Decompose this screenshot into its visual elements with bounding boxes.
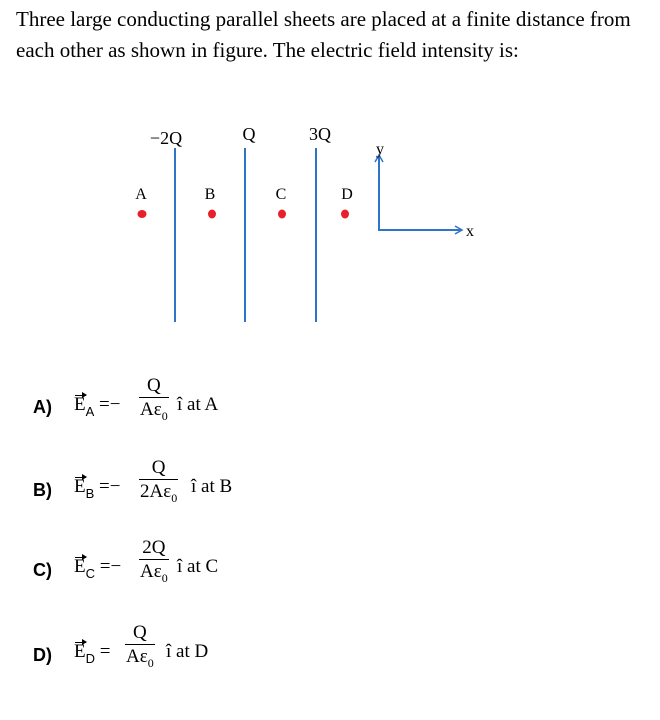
option-lhs: $E_B$ =− [74,476,121,501]
option-fraction: Q $2A\varepsilon_0$ [140,457,178,505]
point-d-dot [341,210,349,219]
sheet-2-charge: Q [242,124,256,144]
option-unit: î at A [177,394,219,415]
question-text: Three large conducting parallel sheets are placed at a finite distance from each other as shown in figure. The electric field intensity is: [16,7,631,62]
sheet-1-charge: −2Q [149,128,183,148]
point-c-dot [278,210,286,219]
option-lhs: $E_C$ =− [74,556,122,581]
option-letter: B) [33,480,52,500]
option-letter: D) [33,645,52,665]
option-unit: î at B [191,476,233,497]
sheet-3-charge: 3Q [309,124,331,144]
option-unit: î at D [166,641,209,662]
point-label-b: B [204,186,216,203]
option-unit: î at C [177,556,219,577]
point-label-d: D [341,186,353,203]
option-letter: C) [33,560,52,580]
option-fraction: Q $A\varepsilon_0$ [140,375,168,423]
option-fraction: 2Q $A\varepsilon_0$ [140,537,168,585]
point-a-dot [138,210,147,218]
parallel-sheets-figure [0,0,660,340]
option-letter: A) [33,397,52,417]
point-label-c: C [275,186,287,203]
point-b-dot [208,210,216,219]
y-axis-label: y [376,141,384,158]
option-lhs: $E_A$ =− [74,394,121,419]
x-axis-label: x [466,223,474,240]
option-fraction: Q $A\varepsilon_0$ [126,622,154,670]
point-label-a: A [135,186,147,203]
option-lhs: $E_D$ = [74,641,111,666]
